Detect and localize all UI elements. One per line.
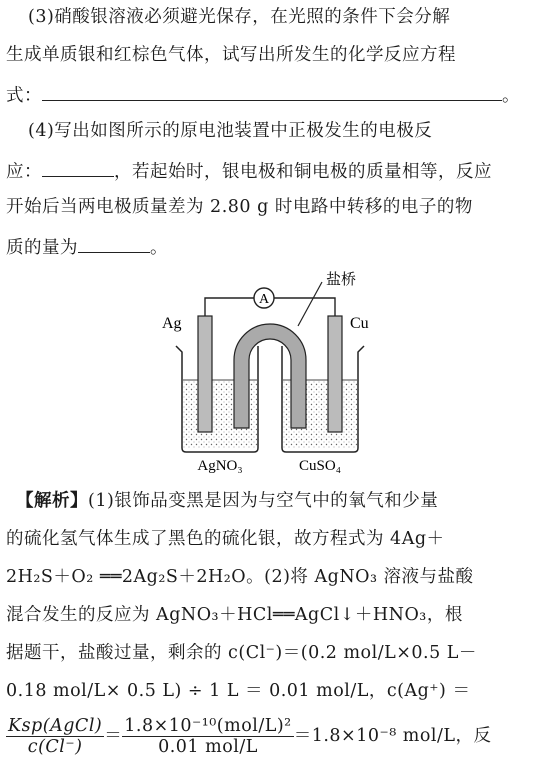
- analysis-line-1: 【解析】(1)银饰品变黑是因为与空气中的氧气和少量: [6, 490, 534, 512]
- cuso4-label: CuSO₄: [299, 458, 341, 474]
- analysis-tag: 【解析】: [16, 491, 88, 511]
- analysis-line-5: 据题干，盐酸过量，剩余的 c(Cl⁻)＝(0.2 mol/L×0.5 L－: [6, 643, 477, 663]
- answer-blank-q4-electrons[interactable]: [78, 234, 150, 253]
- salt-bridge-label: 盐桥: [326, 272, 357, 288]
- agno3-label: AgNO₃: [197, 458, 243, 474]
- answer-blank-q3[interactable]: [42, 82, 502, 101]
- value-fraction: $\frac{\text{1.8×10⁻¹⁰(mol/L)²}}{\text{0.01 mol/L}}$: [124, 716, 292, 757]
- analysis-line-7: $\frac{\text{Ksp(AgCl)}}{c(Cl^-)}$ ＝ $\frac{\text{1.8×10⁻¹⁰(mol/L)²}}{\text{0.01 mol/L}}$ ＝1.8×10⁻⁸ mol/L，反: [8, 716, 492, 757]
- q4-line-4: 质的量为 。: [6, 234, 534, 259]
- analysis-line-2: 的硫化氢气体生成了黑色的硫化银，故方程式为 4Ag＋: [6, 529, 445, 549]
- cu-electrode: [328, 316, 342, 432]
- cu-electrode-label: Cu: [350, 315, 369, 332]
- analysis-line-4: 混合发生的反应为 AgNO₃＋HCl══AgCl↓＋HNO₃，根: [6, 605, 463, 625]
- q4-line-2: 应： ，若起始时，银电极和铜电极的质量相等，反应: [6, 158, 534, 183]
- ag-electrode-label: Ag: [162, 315, 182, 332]
- ammeter-label: A: [258, 292, 270, 307]
- salt-bridge: [234, 324, 306, 428]
- q3-line-1: (3)硝酸银溶液必须避光保存，在光照的条件下会分解: [28, 7, 451, 27]
- ksp-fraction: $\frac{\text{Ksp(AgCl)}}{c(Cl^-)}$: [8, 716, 103, 757]
- analysis-line-6: 0.18 mol/L× 0.5 L) ÷ 1 L ＝ 0.01 mol/L，c(Ag⁺) ＝: [6, 681, 471, 701]
- analysis-line-3: 2H₂S＋O₂ ══2Ag₂S＋2H₂O。(2)将 AgNO₃ 溶液与盐酸: [6, 567, 474, 587]
- q4-line-1: (4)写出如图所示的原电池装置中正极发生的电极反: [28, 121, 433, 141]
- q3-line-2: 生成单质银和红棕色气体，试写出所发生的化学反应方程: [6, 45, 456, 65]
- galvanic-cell-diagram: [150, 268, 390, 478]
- answer-blank-q4-reaction[interactable]: [42, 158, 114, 177]
- q4-line-3: 开始后当两电极质量差为 2.80 g 时电路中转移的电子的物: [6, 197, 473, 217]
- ag-electrode: [198, 316, 212, 432]
- q3-line-3: 式： 。: [6, 82, 534, 107]
